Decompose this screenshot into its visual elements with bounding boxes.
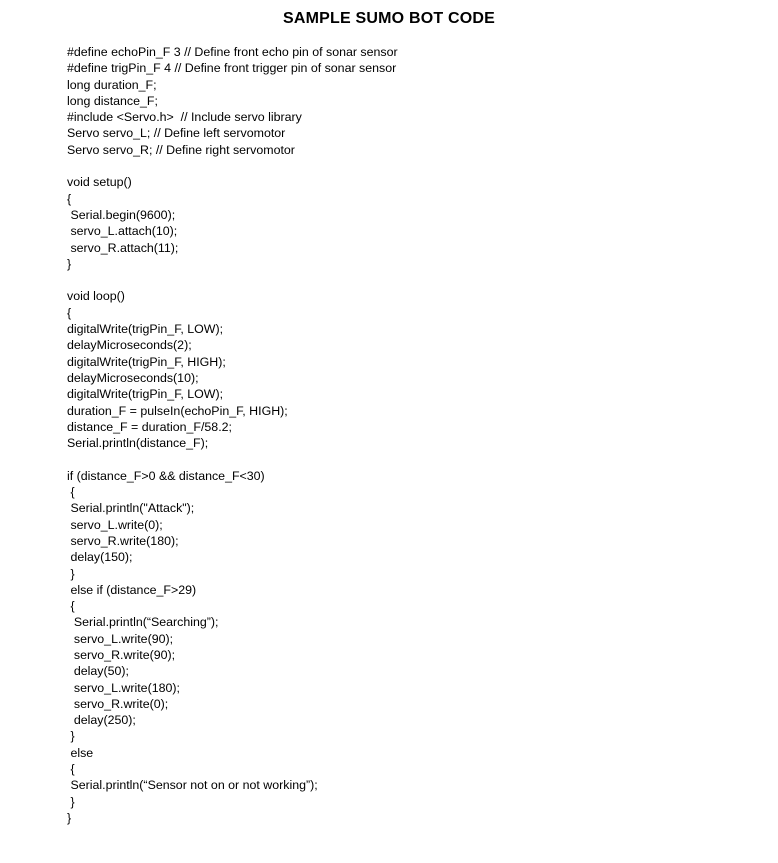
code-line: } [67,810,72,825]
code-block [67,44,757,826]
code-line: long duration_F; [67,77,157,92]
code-line: digitalWrite(trigPin_F, LOW); [67,322,224,337]
code-line: #define echoPin_F 3 // Define front echo pin of sonar sensor [67,45,398,59]
code-line: { [67,191,72,206]
code-line: Serial.println("Attack"); [67,501,195,516]
code-line: servo_L.write(90); [67,631,174,646]
code-line [67,451,757,467]
code-line: #define trigPin_F 4 // Define front trigger pin of sonar sensor [67,61,397,76]
code-line: distance_F = duration_F/58.2; [67,419,232,434]
code-line: servo_R.attach(11); [67,240,179,255]
code-line [67,272,757,288]
code-line: } [67,566,75,581]
code-line: servo_L.write(0); [67,517,163,532]
code-line: else if (distance_F>29) [67,582,197,597]
code-line: servo_R.write(180); [67,533,179,548]
code-line: { [67,305,72,320]
code-line: #include <Servo.h> // Include servo library [67,110,302,125]
code-line: delay(250); [67,713,136,728]
code-line: digitalWrite(trigPin_F, HIGH); [67,354,226,369]
code-line: Servo servo_L; // Define left servomotor [67,126,286,141]
code-line: servo_L.attach(10); [67,224,178,239]
code-line [67,158,757,174]
code-line: } [67,256,72,271]
code-line: } [67,794,75,809]
code-line: if (distance_F>0 && distance_F<30) [67,468,265,483]
code-line: delay(50); [67,664,129,679]
code-line: { [67,762,75,777]
code-line: duration_F = pulseIn(echoPin_F, HIGH); [67,403,288,418]
code-line: long distance_F; [67,93,158,108]
code-line: { [67,485,75,500]
code-line: digitalWrite(trigPin_F, LOW); [67,387,224,402]
code-line: else [67,745,94,760]
code-line: delay(150); [67,550,133,565]
code-line: servo_R.write(90); [67,647,176,662]
code-line: Serial.begin(9600); [67,207,176,222]
code-line: Serial.println(“Sensor not on or not working”); [67,778,318,793]
code-line: Serial.println(“Searching”); [67,615,219,630]
code-line: delayMicroseconds(2); [67,338,192,353]
code-line: void setup() [67,175,132,190]
code-line: } [67,729,75,744]
code-line: Servo servo_R; // Define right servomotor [67,142,295,157]
code-line: delayMicroseconds(10); [67,370,199,385]
code-line: Serial.println(distance_F); [67,436,209,451]
page-title: SAMPLE SUMO BOT CODE [282,10,495,27]
code-line: servo_R.write(0); [67,696,169,711]
code-line: servo_L.write(180); [67,680,180,695]
code-line: { [67,599,75,614]
code-line: void loop() [67,289,125,304]
